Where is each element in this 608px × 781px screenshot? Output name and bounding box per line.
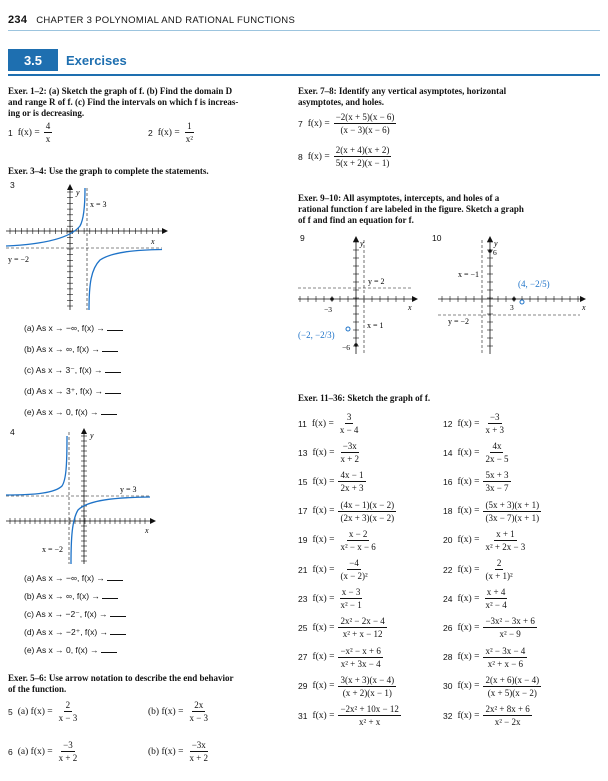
chapter-title: CHAPTER 3 POLYNOMIAL AND RATIONAL FUNCTIONS: [36, 15, 296, 26]
exercise-7-8-instructions: Exer. 7–8: Identify any vertical asymptotes, horizontal asymptotes, and holes.: [298, 86, 507, 107]
exercise-32: 32 f(x) = $\frac{\text{2x² + 8x + 6}}{\text{x² − 2x}}$: [443, 704, 530, 727]
exercise-14: 14 f(x) = $\frac{4x}{2x - 5}$: [443, 441, 509, 465]
exercise-9-number: 9: [300, 233, 305, 243]
exercise-15: 15 f(x) = $\frac{4x - 1}{2x + 3}$: [298, 470, 364, 494]
left-branch: [6, 436, 67, 495]
x-intercept: [330, 297, 334, 301]
exercise-2: 2 f(x) = $\frac{1}{\text{x²}}$: [148, 121, 193, 144]
y-axis-label: y: [90, 431, 94, 440]
exercise-9-graph: [292, 232, 422, 357]
exercise-6b: (b) f(x) = $\frac{-3x}{x + 2}$: [148, 740, 209, 763]
y-intercept: [354, 343, 358, 347]
y-axis-arrow: [67, 184, 73, 190]
exercise-24: 24 f(x) = $\frac{x + 4}{\text{x² − 4}}$: [443, 587, 507, 611]
exercise-31: 31 f(x) = $\frac{\text{−2x² + 10x − 12}}{\text{x² + x}}$: [298, 704, 399, 727]
statement-e: (e) As x → 0, f(x) →: [24, 407, 117, 417]
right-branch: [71, 497, 150, 564]
section-badge: 3.5: [8, 49, 58, 71]
statement-d: (d) As x → −2⁺, f(x) →: [24, 627, 126, 638]
exercise-25: 25 f(x) = $\frac{\text{2x² − 2x − 4}}{\text{x² + x − 12}}$: [298, 616, 385, 640]
exercise-4-number: 4: [10, 427, 15, 437]
horizontal-asymptote-label: y = −2: [8, 255, 30, 264]
x-intercept-label: −3: [324, 305, 332, 314]
vertical-asymptote-label: x = 1: [367, 321, 384, 330]
exercise-12: 12 f(x) = $\frac{-3}{x + 3}$: [443, 412, 505, 435]
exercise-30: 30 f(x) = $\frac{2(x + 6)(x - 4)}{(x + 5)(x - 2)}$: [443, 674, 540, 698]
x-axis-label: x: [408, 303, 412, 312]
exercise-11: 11 f(x) = $\frac{3}{x - 4}$: [298, 412, 359, 435]
exercise-17: 17 f(x) = $\frac{(4x - 1)(x - 2)}{(2x + 3)(x - 2)}$: [298, 499, 395, 523]
exercise-1: 1 f(x) = $\frac{4}{x}$: [8, 121, 51, 144]
exercise-22: 22 f(x) = $\frac{2}{\text{(x + 1)²}}$: [443, 558, 513, 581]
y-intercept: [488, 249, 492, 253]
exercise-1-2-instructions: Exer. 1–2: (a) Sketch the graph of f. (b) Find the domain D and range R of f. (c) Find the intervals on which f is increas- ing or is decreasing.: [8, 86, 239, 118]
exercise-29: 29 f(x) = $\frac{3(x + 3)(x - 4)}{(x + 2)(x - 1)}$: [298, 674, 395, 698]
section-title: Exercises: [66, 53, 127, 68]
exercise-10-number: 10: [432, 233, 442, 243]
x-axis-label: x: [151, 237, 155, 246]
vertical-asymptote-label: x = −1: [458, 270, 480, 279]
statement-a: (a) As x → −∞, f(x) →: [24, 573, 123, 583]
exercise-23: 23 f(x) = $\frac{x - 3}{\text{x² − 1}}$: [298, 587, 362, 611]
statement-c: (c) As x → −2⁻, f(x) →: [24, 609, 126, 620]
exercise-5-6-instructions: Exer. 5–6: Use arrow notation to describe the end behavior of the function.: [8, 673, 234, 694]
running-header: [8, 14, 295, 26]
x-axis-arrow: [150, 518, 156, 524]
hole-label: (−2, −2/3): [298, 330, 335, 340]
hole-point: [520, 300, 524, 304]
exercise-13: 13 f(x) = $\frac{-3x}{x + 2}$: [298, 441, 360, 465]
exercise-9-10-instructions: Exer. 9–10: All asymptotes, intercepts, and holes of a rational function f are labeled in the figure. Sketch a graph of f and find an equation for f.: [298, 193, 524, 225]
section-rule: [8, 74, 600, 76]
x-intercept: [512, 297, 516, 301]
exercise-19: 19 f(x) = $\frac{x - 2}{\text{x² − x − 6}}$: [298, 528, 376, 552]
exercise-28: 28 f(x) = $\frac{\text{x² − 3x − 4}}{\text{x² + x − 6}}$: [443, 645, 526, 669]
exercise-26: 26 f(x) = $\frac{\text{−3x² − 3x + 6}}{\text{x² − 9}}$: [443, 616, 535, 640]
y-axis-label: y: [76, 188, 80, 197]
exercise-3-graph: [0, 184, 170, 314]
statement-c: (c) As x → 3⁻, f(x) →: [24, 365, 121, 376]
exercise-27: 27 f(x) = $\frac{\text{−x² − x + 6}}{\text{x² + 3x − 4}}$: [298, 645, 381, 669]
x-intercept-label: 3: [510, 303, 514, 312]
statement-d: (d) As x → 3⁺, f(x) →: [24, 386, 121, 397]
exercise-5b: (b) f(x) = $\frac{2x}{x - 3}$: [148, 700, 209, 723]
x-axis-label: x: [145, 526, 149, 535]
y-axis-label: y: [494, 239, 498, 248]
exercise-18: 18 f(x) = $\frac{(5x + 3)(x + 1)}{(3x - 7)(x + 1)}$: [443, 499, 540, 523]
exercise-11-36-instructions: Exer. 11–36: Sketch the graph of f.: [298, 393, 431, 403]
header-rule: [8, 30, 600, 31]
horizontal-asymptote-label: y = −2: [448, 317, 470, 326]
exercise-3-number: 3: [10, 180, 15, 190]
y-axis-arrow: [81, 428, 87, 434]
y-axis-label: y: [360, 239, 364, 248]
exercise-5a: 5 (a) f(x) = $\frac{2}{x - 3}$: [8, 700, 78, 723]
problem-grid: [298, 404, 598, 781]
statement-a: (a) As x → −∞, f(x) →: [24, 323, 123, 333]
x-axis-label: x: [582, 303, 586, 312]
right-branch: [89, 250, 162, 311]
statement-b: (b) As x → ∞, f(x) →: [24, 591, 118, 601]
hole-label: (4, −2/5): [518, 279, 550, 289]
page-number: 234: [8, 14, 28, 26]
exercise-21: 21 f(x) = $\frac{-4}{\text{(x − 2)²}}$: [298, 558, 368, 581]
horizontal-asymptote-label: y = 2: [368, 277, 385, 286]
exercise-3-4-instructions: Exer. 3–4: Use the graph to complete the statements.: [8, 166, 209, 176]
exercise-8: 8 f(x) = $\frac{2(x + 4)(x + 2)}{5(x + 2)(x - 1)}$: [298, 145, 390, 168]
statement-e: (e) As x → 0, f(x) →: [24, 645, 117, 655]
exercise-10-graph: [430, 232, 600, 357]
hole-point: [346, 327, 350, 331]
exercise-20: 20 f(x) = $\frac{x + 1}{\text{x² + 2x − 3}}$: [443, 528, 526, 552]
left-branch: [6, 188, 85, 246]
y-intercept-label: −6: [342, 343, 350, 352]
exercise-6a: 6 (a) f(x) = $\frac{-3}{x + 2}$: [8, 740, 78, 763]
statement-b: (b) As x → ∞, f(x) →: [24, 344, 118, 354]
vertical-asymptote-label: x = 3: [90, 200, 107, 209]
exercise-16: 16 f(x) = $\frac{5x + 3}{3x - 7}$: [443, 470, 509, 494]
exercise-4-graph: [0, 428, 170, 568]
horizontal-asymptote-label: y = 3: [120, 485, 137, 494]
exercise-7: 7 f(x) = $\frac{-2(x + 5)(x - 6)}{(x - 3)(x - 6)}$: [298, 112, 395, 135]
x-axis-arrow: [162, 228, 168, 234]
vertical-asymptote-label: x = −2: [42, 545, 64, 554]
y-intercept-label: 6: [493, 248, 497, 257]
